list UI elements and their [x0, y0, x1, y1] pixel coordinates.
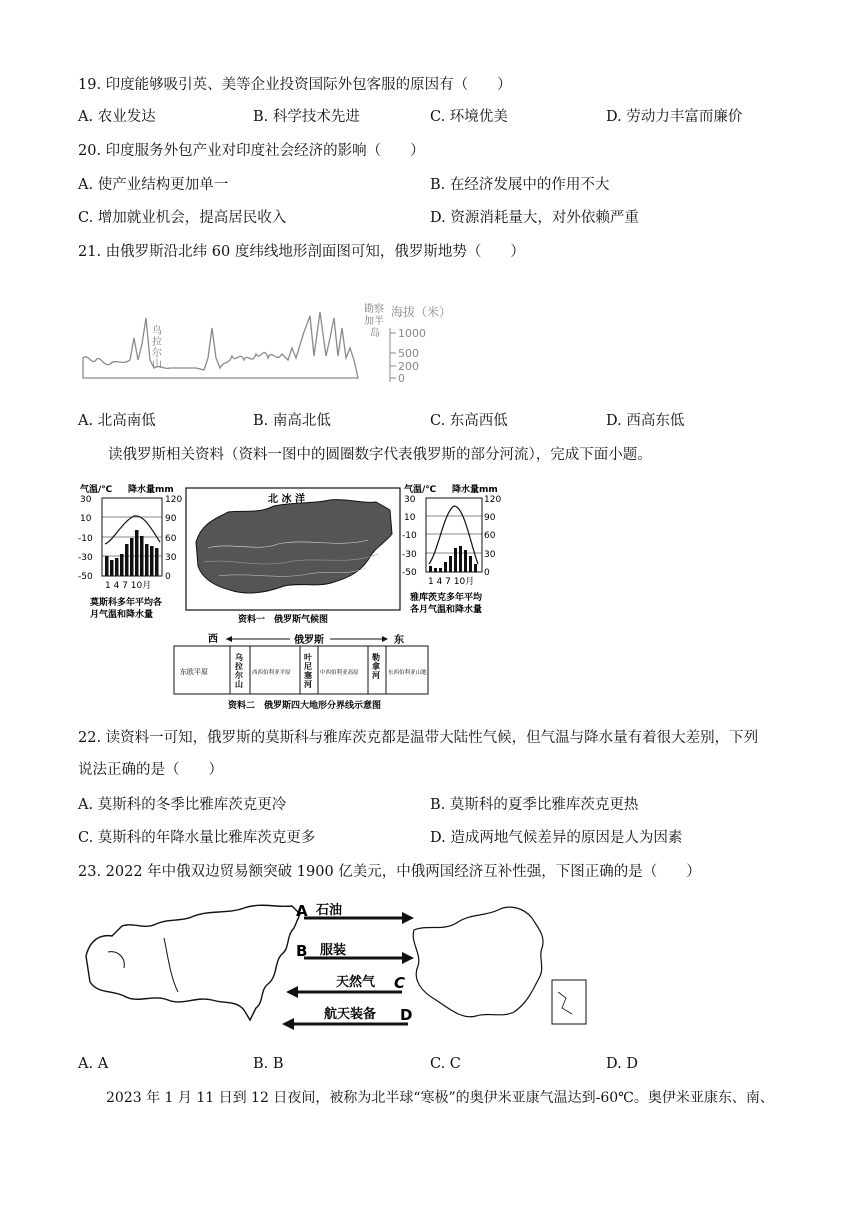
- q23-stem: 23. 2022 年中俄双边贸易额突破 1900 亿美元，中俄两国经济互补性强，下图正确的是（ ）: [78, 864, 701, 880]
- arrow-b-letter: B: [296, 942, 308, 960]
- moscow-left-tick-1: 30: [80, 495, 92, 505]
- moscow-left-tick-4: -30: [78, 553, 93, 563]
- yakutsk-right-tick-4: 30: [484, 550, 496, 560]
- profile-axis-title: 海拔（米）: [391, 305, 452, 319]
- q21-option-d: D. 西高东低: [606, 413, 685, 429]
- q23-option-d: D. D: [606, 1056, 638, 1072]
- moscow-temp-label: 气温/℃: [80, 485, 113, 495]
- profile-tick-500: 500: [398, 347, 419, 360]
- yakutsk-left-tick-1: 30: [404, 495, 416, 505]
- arrow-c-label: 天然气: [336, 975, 376, 990]
- division-russia-label: 俄罗斯: [294, 635, 324, 646]
- arrow-c-letter: C: [394, 974, 406, 992]
- q22-option-d: D. 造成两地气候差异的原因是人为因素: [430, 830, 683, 846]
- map-ocean-label: 北 冰 洋: [268, 494, 305, 505]
- profile-tick-200: 200: [398, 360, 419, 373]
- ural-label: 乌拉尔山: [152, 326, 162, 370]
- q20-option-b: B. 在经济发展中的作用不大: [430, 177, 610, 193]
- division-west-label: 西: [208, 634, 218, 645]
- q21-stem: 21. 由俄罗斯沿北纬 60 度纬线地形剖面图可知，俄罗斯地势（ ）: [78, 244, 525, 260]
- arrow-d-label: 航天装备: [324, 1007, 377, 1022]
- moscow-right-tick-4: 30: [165, 553, 177, 563]
- division-cell-2: 乌拉尔山: [235, 653, 243, 689]
- terrain-profile-figure: [78, 298, 458, 388]
- arrow-a-label: 石油: [316, 903, 343, 918]
- q22-option-c: C. 莫斯科的年降水量比雅库茨克更多: [78, 830, 316, 846]
- moscow-months: 1 4 7 10月: [105, 581, 152, 591]
- material-intro: 读俄罗斯相关资料（资料一图中的圆圈数字代表俄罗斯的部分河流），完成下面小题。: [108, 447, 652, 463]
- yakutsk-temp-label: 气温/℃: [404, 485, 437, 495]
- division-cell-7: 东西伯利亚山地: [388, 670, 427, 676]
- profile-outline: [83, 312, 358, 378]
- division-cell-6: 勒拿河: [372, 653, 380, 680]
- russia-outline: [86, 905, 300, 1020]
- q19-option-c: C. 环境优美: [430, 109, 508, 125]
- division-cell-5: 中西伯利亚高原: [320, 670, 359, 676]
- trade-arrow-c: [286, 974, 405, 998]
- q23-option-b: B. B: [253, 1056, 284, 1072]
- q20-option-a: A. 使产业结构更加单一: [78, 177, 229, 193]
- yakutsk-climate-chart: [402, 483, 501, 615]
- yakutsk-precip-label: 降水量mm: [452, 485, 498, 495]
- trade-figure: [78, 896, 598, 1041]
- q19-option-d: D. 劳动力丰富而廉价: [606, 109, 743, 125]
- yakutsk-left-tick-3: -10: [402, 531, 417, 541]
- russia-climate-map: [186, 488, 400, 625]
- trade-arrow-a: [296, 902, 414, 924]
- moscow-left-tick-5: -50: [78, 572, 93, 582]
- moscow-caption-1: 莫斯科多年平均各: [90, 598, 163, 608]
- trade-arrow-d: [282, 1006, 412, 1030]
- yakutsk-left-tick-2: 10: [404, 513, 416, 523]
- closing-paragraph: 2023 年 1 月 11 日到 12 日夜间，被称为北半球“寒极”的奥伊米亚康气温达到-60℃。奥伊米亚康东、南、: [106, 1090, 774, 1106]
- q23-option-c: C. C: [430, 1056, 461, 1072]
- q22-option-b: B. 莫斯科的夏季比雅库茨克更热: [430, 797, 639, 813]
- q21-option-b: B. 南高北低: [253, 413, 331, 429]
- q22-option-a: A. 莫斯科的冬季比雅库茨克更冷: [78, 797, 287, 813]
- q22-stem-line2: 说法正确的是（ ）: [78, 762, 223, 778]
- q19-stem: 19. 印度能够吸引英、美等企业投资国际外包客服的原因有（ ）: [78, 77, 512, 93]
- arrow-a-letter: A: [296, 902, 308, 920]
- moscow-precip-label: 降水量mm: [128, 485, 174, 495]
- division-cell-4: 叶尼塞河: [304, 653, 312, 689]
- moscow-left-tick-3: -10: [78, 534, 93, 544]
- russia-materials-figure: [78, 482, 508, 712]
- kamchatka-label: 勘察加半岛: [364, 304, 384, 339]
- yakutsk-right-tick-5: 0: [484, 568, 490, 578]
- profile-tick-0: 0: [398, 372, 405, 385]
- yakutsk-right-tick-1: 120: [484, 495, 502, 505]
- q23-option-a: A. A: [78, 1056, 109, 1072]
- yakutsk-right-tick-2: 90: [484, 513, 496, 523]
- yakutsk-months: 1 4 7 10月: [428, 577, 475, 587]
- q20-stem: 20. 印度服务外包产业对印度社会经济的影响（ ）: [78, 143, 425, 159]
- q21-option-c: C. 东高西低: [430, 413, 508, 429]
- map-caption: 资料一 俄罗斯气候图: [238, 615, 329, 625]
- moscow-right-tick-2: 90: [165, 514, 177, 524]
- moscow-right-tick-3: 60: [165, 534, 177, 544]
- yakutsk-caption-1: 雅库茨克多年平均: [410, 593, 483, 603]
- division-cell-1: 东欧平原: [180, 668, 208, 676]
- yakutsk-right-tick-3: 60: [484, 531, 496, 541]
- moscow-climate-chart: [78, 483, 182, 620]
- south-china-sea-inset: [552, 980, 586, 1024]
- arrow-b-label: 服装: [320, 943, 347, 958]
- q22-stem-line1: 22. 读资料一可知，俄罗斯的莫斯科与雅库茨克都是温带大陆性气候，但气温与降水量有着很大差别，下列: [78, 730, 759, 746]
- q21-option-a: A. 北高南低: [78, 413, 156, 429]
- division-caption: 资料二 俄罗斯四大地形分界线示意图: [228, 701, 382, 711]
- russia-division-diagram: [174, 632, 428, 711]
- q19-option-b: B. 科学技术先进: [253, 109, 360, 125]
- yakutsk-left-tick-4: -30: [402, 550, 417, 560]
- yakutsk-caption-2: 各月气温和降水量: [410, 605, 483, 615]
- division-cell-3: 西西伯利亚平原: [252, 670, 291, 676]
- trade-arrow-b: [296, 942, 414, 964]
- q19-option-a: A. 农业发达: [78, 109, 156, 125]
- yakutsk-left-tick-5: -50: [402, 568, 417, 578]
- moscow-right-tick-1: 120: [165, 495, 183, 505]
- arrow-d-letter: D: [400, 1006, 413, 1024]
- profile-tick-1000: 1000: [398, 327, 426, 340]
- q20-option-c: C. 增加就业机会，提高居民收入: [78, 210, 287, 226]
- moscow-left-tick-2: 10: [80, 514, 92, 524]
- moscow-right-tick-5: 0: [165, 572, 171, 582]
- q20-option-d: D. 资源消耗量大，对外依赖严重: [430, 210, 639, 226]
- moscow-caption-2: 月气温和降水量: [90, 610, 154, 620]
- china-outline: [413, 907, 543, 1017]
- division-east-label: 东: [394, 635, 404, 646]
